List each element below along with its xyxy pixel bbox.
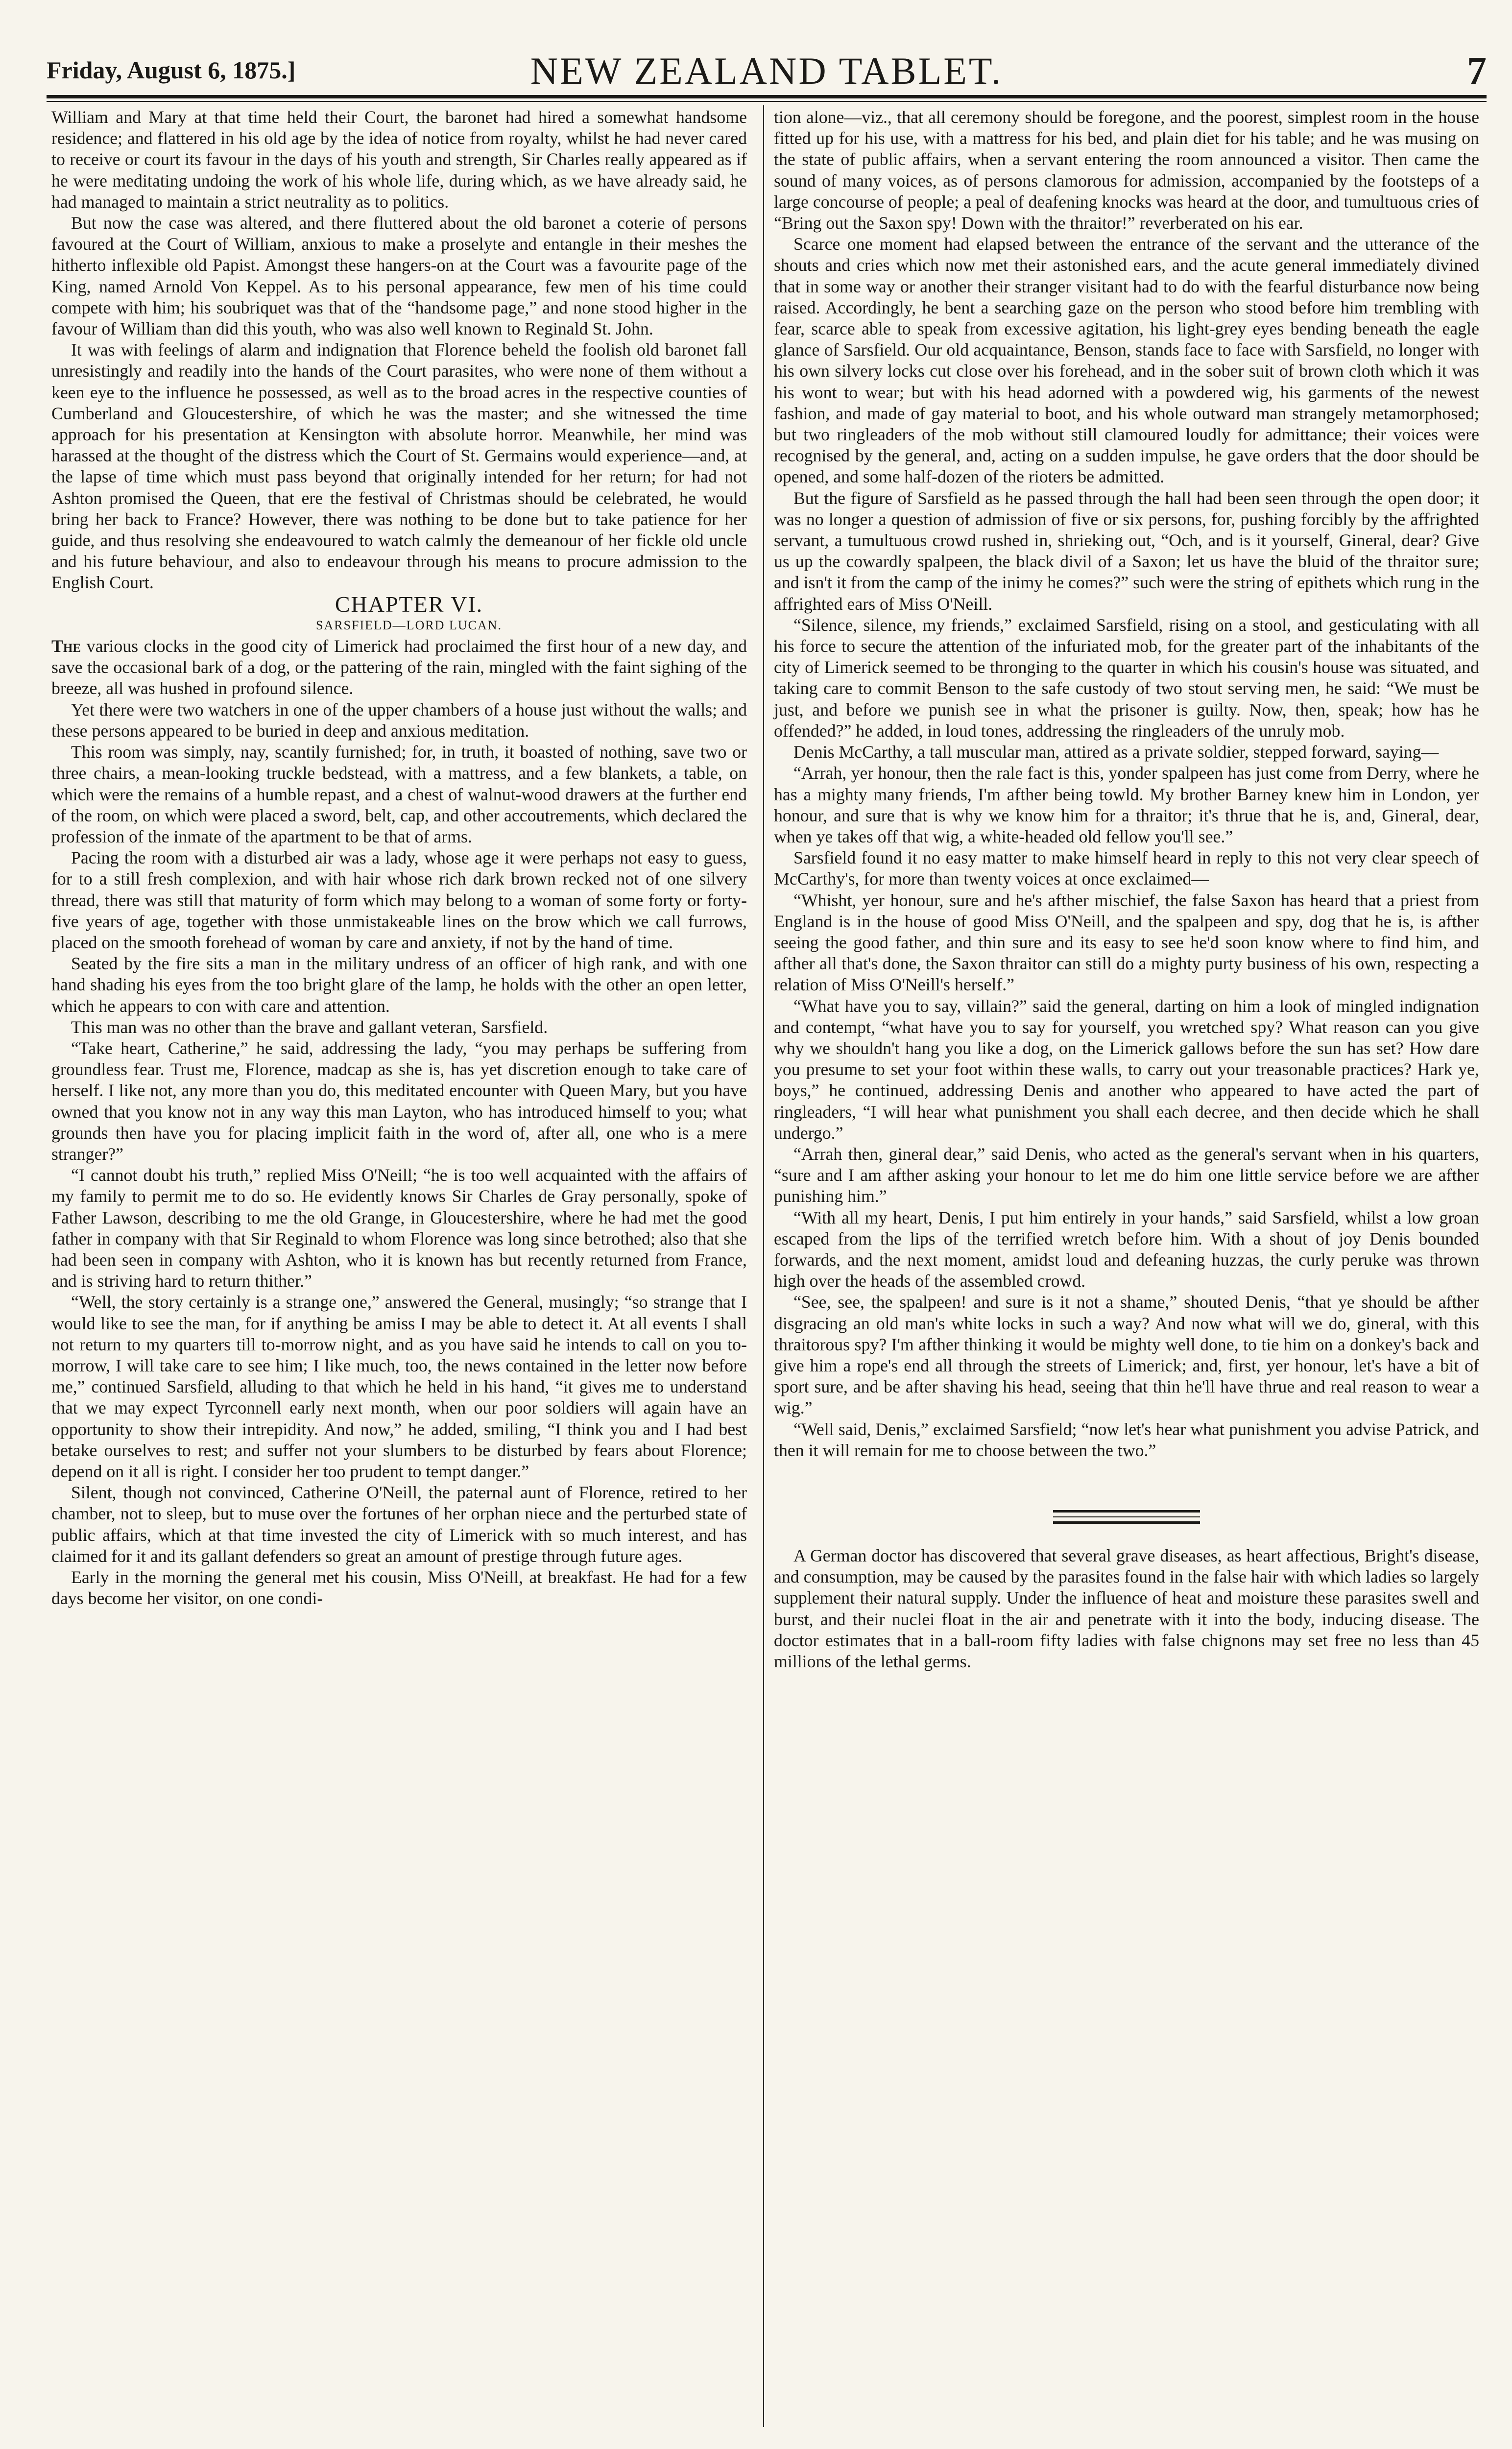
masthead xyxy=(47,49,1487,93)
chapter-title: CHAPTER VI. xyxy=(335,591,483,617)
section-divider xyxy=(1053,1510,1200,1524)
masthead-rule xyxy=(47,95,1487,98)
paragraph: “See, see, the spalpeen! and sure is it not a shame,” shouted Denis, “that ye should be afther disgracing an old man's white locks in such a way? And now what will we do, gineral, with this thraitorous spy? I'm afther thinking it would be mighty well done, to tie him on a donkey's back and give him a rope's end all through the streets of Limerick; and, first, yer honour, let's have a bit of sport sure, and be after shaving his head, seeing that thin he'll have thrue and real reason to wear a wig.” xyxy=(774,1292,1479,1418)
paragraph: “Take heart, Catherine,” he said, addressing the lady, “you may perhaps be suffering from groundless fear. Trust me, Florence, madcap as she is, has yet discretion enough to take care of herself. I like not, any more than you do, this meditated encounter with Queen Mary, but you have owned that you know not in any way this man Layton, who has introduced himself to you; what grounds then have you for placing implicit faith in the word of, after all, one who is a mere stranger?” xyxy=(51,1038,747,1164)
paragraph: “With all my heart, Denis, I put him entirely in your hands,” said Sarsfield, whilst a low groan escaped from the lips of the terrified wretch before him. With a shout of joy Denis bounded forwards, and the next moment, amidst loud and defeaning huzzas, the curly peruke was thrown high over the heads of the assembled crowd. xyxy=(774,1207,1479,1291)
masthead-rule-thin xyxy=(47,101,1487,102)
issue-date: Friday, August 6, 1875.] xyxy=(47,56,296,84)
paragraph: “Arrah, yer honour, then the rale fact is this, yonder spalpeen has just come from Derry, where he has a mighty many friends, I'm afther being towld. My brother Barney knew him in London, yer honour, and sure that is why we know him for a thraitor; it's thrue that he is, and, Gineral, dear, when ye takes off that wig, a white-headed old fellow you'll see.” xyxy=(774,763,1479,846)
divider-rule xyxy=(1053,1510,1200,1513)
paragraph: tion alone—viz., that all ceremony should be foregone, and the poorest, simplest room in the house fitted up for his use, with a mattress for his bed, and plain diet for his table; and he was musing on the state of public affairs, when a servant entering the room announced a visitor. Then came the sound of many voices, as of persons clamorous for admission, accompanied by the footsteps of a large concourse of people; a peal of deafening knocks was heard at the door, and tumultuous cries of “Bring out the Saxon spy! Down with the thraitor!” reverberated on his ear. xyxy=(774,107,1479,233)
paragraph: Seated by the fire sits a man in the military undress of an officer of high rank, and with one hand shading his eyes from the too bright glare of the lamp, he holds with the other an open letter, which he appears to con with care and attention. xyxy=(51,954,747,1016)
chapter-subtitle: SARSFIELD—LORD LUCAN. xyxy=(315,618,503,632)
paragraph: “I cannot doubt his truth,” replied Miss O'Neill; “he is too well acquainted with the affairs of my family to permit me to do so. He evidently knows Sir Charles de Gray personally, spoke of Father Lawson, describing to me the old Grange, in Gloucestershire, where he had met the good father in company with that Sir Reginald to whom Florence was long since betrothed; also that she had been seen in company with Ashton, who it is known has but recently returned from France, and is striving hard to return thither.” xyxy=(51,1165,747,1291)
column-divider xyxy=(763,105,764,2427)
page-number: 7 xyxy=(1467,49,1487,93)
newspaper-title: NEW ZEALAND TABLET. xyxy=(530,49,1003,92)
paragraph: “Well said, Denis,” exclaimed Sarsfield; “now let's hear what punishment you advise Patrick, and then it will remain for me to choose between the two.” xyxy=(774,1419,1479,1460)
news-note-text: A German doctor has discovered that several grave diseases, as heart affectious, Bright's disease, and consumption, may be caused by the parasites found in the false hair with which ladies so largely supplement their natural supply. Under the influence of heat and moisture these parasites swell and burst, and their nuclei float in the air and penetrate with it into the body, inducing disease. The doctor estimates that in a ball-room fifty ladies with false chignons may set free no less than 45 millions of the lethal germs. xyxy=(774,1546,1479,1672)
chapter-opening-text: various clocks in the good city of Limerick had proclaimed the first hour of a new day, and save the occasional bark of a dog, or the pattering of the rain, mingled with the faint sighing of the breeze, all was hushed in profound silence. xyxy=(51,636,747,698)
left-column xyxy=(51,107,747,1609)
chapter-first-word: The xyxy=(51,636,81,656)
paragraph: But the figure of Sarsfield as he passed through the hall had been seen through the open door; it was no longer a question of admission of five or six persons, for, pushing forcibly by the affrighted servant, a tumultuous crowd rushed in, shrieking out, “Och, and is it yourself, Gineral, dear? Give us up the cowardly spalpeen, the black divil of a Saxon; let us have the bluid of the thraitor sure; and isn't it from the camp of the inimy he comes?” such were the string of epithets which rung in the affrighted ears of Miss O'Neill. xyxy=(774,488,1479,614)
paragraph: It was with feelings of alarm and indignation that Florence beheld the foolish old baronet fall unresistingly and readily into the hands of the Court parasites, who were none of them without a keen eye to the influence he possessed, as well as to the broad acres in the respective counties of Cumberland and Gloucestershire, of which he was the master; and she witnessed the time approach for his presentation at Kensington with absolute horror. Meanwhile, her mind was harassed at the thought of the distress which the Court of St. Germains would experience—and, at the lapse of time which must pass beyond that originally intended for her return; for had not Ashton promised the Queen, that ere the festival of Christmas should be celebrated, he would bring her back to France? However, there was nothing to be done but to take patience for her guide, and thus resolving she endeavoured to watch calmly the demeanour of her fickle old uncle and his future behaviour, and also to endeavour through his means to procure admission to the English Court. xyxy=(51,340,747,593)
paragraph: “What have you to say, villain?” said the general, darting on him a look of mingled indignation and contempt, “what have you to say for yourself, you wretched spy? What reason can you give why we shouldn't hang you like a dog, on the Limerick gallows before the sun has set? How dare you presume to set your foot within these walls, to carry out your treasonable practices? Hark ye, boys,” he continued, addressing Denis and another who appeared to have acted the part of ringleaders, “I will hear what punishment you shall each decree, and then decide which he shall undergo.” xyxy=(774,996,1479,1143)
paragraph: Yet there were two watchers in one of the upper chambers of a house just without the walls; and these persons appeared to be buried in deep and anxious meditation. xyxy=(51,699,747,741)
divider-rule xyxy=(1053,1521,1200,1524)
paragraph: But now the case was altered, and there fluttered about the old baronet a coterie of persons favoured at the Court of William, anxious to make a proselyte and entangle in their meshes the hitherto inflexible old Papist. Amongst these hangers-on at the Court was a favourite page of the King, named Arnold Von Keppel. As to his personal appearance, few men of his time could compete with him; his soubriquet was that of the “handsome page,” and none stood higher in the favour of William than did this youth, who was also well known to Reginald St. John. xyxy=(51,213,747,339)
paragraph: Silent, though not convinced, Catherine O'Neill, the paternal aunt of Florence, retired to her chamber, not to sleep, but to muse over the fortunes of her orphan niece and the perturbed state of public affairs, which at that time invested the city of Limerick with so much interest, and has claimed for it and its gallant defenders so great an amount of prestige through future ages. xyxy=(51,1483,747,1566)
paragraph: “Arrah then, gineral dear,” said Denis, who acted as the general's servant when in his quarters, “sure and I am afther asking your honour to let me do him one little service before we are afther punishing him.” xyxy=(774,1144,1479,1206)
divider-rule xyxy=(1053,1516,1200,1517)
chapter-opening-paragraph xyxy=(51,636,747,699)
paragraph: Denis McCarthy, a tall muscular man, attired as a private soldier, stepped forward, saying— xyxy=(793,742,1439,762)
paragraph: William and Mary at that time held their Court, the baronet had hired a somewhat handsome residence; and flattered in his old age by the idea of notice from royalty, whilst he had never cared to receive or court its favour in the days of his youth and strength, Sir Charles really appeared as if he were meditating undoing the work of his whole life, during which, as we have already said, he had managed to maintain a strict neutrality as to politics. xyxy=(51,107,747,212)
paragraph: This room was simply, nay, scantily furnished; for, in truth, it boasted of nothing, save two or three chairs, a mean-looking truckle bedstead, with a mattress, and a few blankets, a table, on which were the remains of a humble repast, and a chest of walnut-wood drawers at the further end of the room, on which were placed a sword, belt, cap, and other accoutrements, which declared the profession of the inmate of the apartment to be that of arms. xyxy=(51,742,747,846)
paragraph: Early in the morning the general met his cousin, Miss O'Neill, at breakfast. He had for a few days become her visitor, on one condi- xyxy=(51,1567,747,1609)
paragraph: “Silence, silence, my friends,” exclaimed Sarsfield, rising on a stool, and gesticulating with all his force to secure the attention of the infuriated mob, for the greater part of the inhabitants of the city of Limerick seemed to be thronging to the quarter in which his cousin's house was situated, and taking care to commit Benson to the safe custody of two stout serving men, he said: “We must be just, and before we punish see in what the prisoner is guilty. Now, then, speak; how has he offended?” he added, in loud tones, addressing the ringleaders of the unruly mob. xyxy=(774,615,1479,741)
paragraph: “Well, the story certainly is a strange one,” answered the General, musingly; “so strange that I would like to see the man, for if anything be amiss I may be able to detect it. At all events I shall not return to my quarters till to-morrow night, and as you have said he intends to call on you to-morrow, I will take care to see him; I like much, too, the news contained in the letter now before me,” continued Sarsfield, alluding to that which he held in his hand, “it gives me to understand that we may expect Tyrconnell early next month, when our poor soldiers will again have an opportunity to show their intrepidity. And now,” he added, smiling, “I think you and I had best betake ourselves to rest; and suffer not your slumbers to be disturbed by fears about Florence; depend on it all is right. I consider her too prudent to tempt danger.” xyxy=(51,1292,747,1481)
right-column xyxy=(774,107,1479,1672)
news-note xyxy=(774,1545,1479,1672)
paragraph: This man was no other than the brave and gallant veteran, Sarsfield. xyxy=(71,1017,548,1037)
paragraph: Scarce one moment had elapsed between the entrance of the servant and the utterance of the shouts and cries which now met their astonished ears, and the acute general immediately divined that in some way or another their stranger visitant had to do with the fearful disturbance now being raised. Accordingly, he bent a searching gaze on the person who stood before him trembling with fear, scarce able to speak from excessive agitation, his light-grey eyes bending beneath the eagle glance of Sarsfield. Our old acquaintance, Benson, stands face to face with Sarsfield, no longer with his own silvery locks cut close over his forehead, and in the sober suit of brown cloth which it was his wont to wear; but with his head adorned with a powdered wig, his garments of the newest fashion, and made of gay material to boot, and his whole outward man strangely metamorphosed; but two ringleaders of the mob without still clamoured loudly for admittance; their voices were recognised by the general, and, acting on a sudden impulse, he gave orders that the door should be opened, and some half-dozen of the rioters be admitted. xyxy=(774,234,1479,487)
paragraph: Sarsfield found it no easy matter to make himself heard in reply to this not very clear speech of McCarthy's, for more than twenty voices at once exclaimed— xyxy=(774,848,1479,889)
paragraph: “Whisht, yer honour, sure and he's afther mischief, the false Saxon has heard that a priest from England is in the house of good Miss O'Neill, and the spalpeen and spy, dog that he is, is afther seeing the good father, and thin sure and its easy to see he'd soon know where to find him, and afther all that's done, the Saxon thraitor can still do a mighty purty business of his own, respecting a relation of Miss O'Neill's herself.” xyxy=(774,890,1479,995)
paragraph: Pacing the room with a disturbed air was a lady, whose age it were perhaps not easy to guess, for to a still fresh complexion, and with hair whose rich dark brown recked not of one silvery thread, there was still that maturity of form which may belong to a woman of some forty or forty-five years of age, together with those unmistakeable lines on the brow which we call furrows, placed on the smooth forehead of woman by care and anxiety, if not by the hand of time. xyxy=(51,848,747,952)
